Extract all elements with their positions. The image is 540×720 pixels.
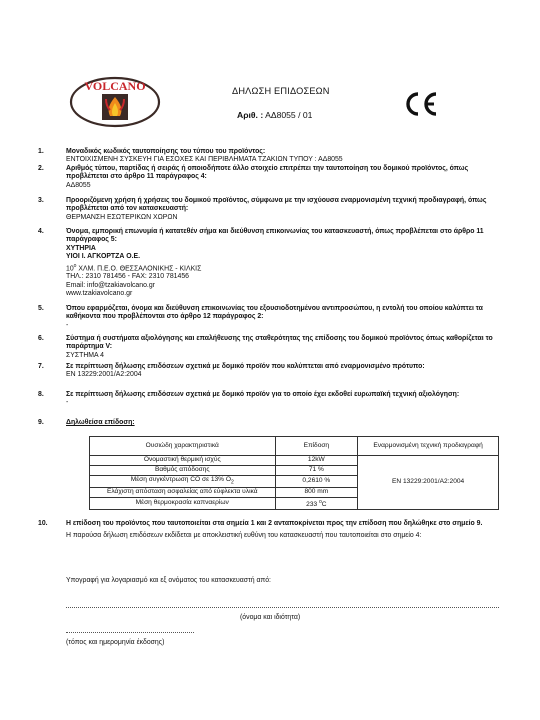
feature-subscript: 2 bbox=[231, 478, 234, 485]
item-question: Προοριζόμενη χρήση ή χρήσεις του δομικού προϊόντος, σύμφωνα με την ισχύουσα εναρμονισμένη τεχνική προδιαγραφή, όπως προβλέπεται από τον κατασκευαστή: bbox=[66, 197, 487, 213]
item-question: Δηλωθείσα επίδοση: bbox=[66, 419, 135, 426]
table-header: Εναρμονισμένη τεχνική προδιαγραφή bbox=[358, 437, 499, 456]
item-answer: ΘΕΡΜΑΝΣΗ ΕΣΩΤΕΡΙΚΩΝ ΧΩΡΩΝ bbox=[66, 213, 178, 221]
manufacturer-phone: ΤΗΛ.: 2310 781456 - FAX: 2310 781456 bbox=[66, 273, 189, 281]
feature-cell: Βαθμός απόδοσης bbox=[90, 465, 276, 475]
spec-cell: EN 13229:2001/A2:2004 bbox=[358, 456, 499, 510]
item-number: 6. bbox=[38, 335, 44, 342]
document-number bbox=[237, 110, 312, 120]
feature-cell: Μέση θερμοκρασία καπναερίων bbox=[90, 497, 276, 510]
item-6 bbox=[38, 335, 508, 360]
item-number: 4. bbox=[38, 228, 44, 235]
item-question: Η επίδοση του προϊόντος που ταυτοποιείται στα σημεία 1 και 2 ανταποκρίνεται προς την επίδοση που δηλώθηκε στο σημείο 9. bbox=[66, 520, 483, 527]
item-9 bbox=[38, 419, 508, 427]
manufacturer-city: ΧΥΤΗΡΙΑ bbox=[66, 244, 96, 252]
address-km-sup: ο bbox=[73, 262, 77, 269]
manufacturer-name: ΥΙΟΙ Ι. ΑΓΚΟΡΤΖΑ Ο.Ε. bbox=[66, 253, 141, 261]
document-title: ΔΗΛΩΣΗ ΕΠΙΔΟΣΕΩΝ bbox=[232, 86, 330, 96]
manufacturer-address bbox=[66, 262, 508, 274]
manufacturer-website: www.tzakiavolcano.gr bbox=[66, 290, 133, 298]
item-question: Όνομα, εμπορική επωνυμία ή κατατεθέν σήμα και διεύθυνση επικοινωνίας του κατασκευαστή, όπως προβλέπεται στο άρθρο 11 παράγραφος 5: bbox=[66, 228, 484, 244]
item-number: 8. bbox=[38, 391, 44, 398]
ce-mark-icon bbox=[402, 90, 440, 118]
item-number: 10. bbox=[38, 520, 48, 527]
item-5 bbox=[38, 305, 508, 330]
signature-name-caption: (όνομα και ιδιότητα) bbox=[240, 614, 301, 621]
table-row bbox=[90, 456, 499, 466]
value-cell bbox=[275, 497, 358, 510]
item-question: Σε περίπτωση δήλωσης επιδόσεων σχετικά με δομικό προϊόν που καλύπτεται από εναρμονισμένο πρότυπο: bbox=[66, 363, 425, 370]
item-4 bbox=[38, 228, 508, 299]
item-answer: - bbox=[66, 399, 69, 407]
performance-table bbox=[89, 436, 499, 510]
signature-name-line bbox=[66, 607, 499, 608]
logo-text: VOLCANO bbox=[84, 79, 146, 93]
item-8 bbox=[38, 391, 508, 408]
item-answer: ΑΔ8055 bbox=[66, 181, 91, 189]
item-question: Όπου εφαρμόζεται, όνομα και διεύθυνση επικοινωνίας του εξουσιοδοτημένου αντιπροσώπου, η εντολή του οποίου καλύπτει τα καθήκοντα που προβλέπονται στο άρθρο 12 παράγραφος 2: bbox=[66, 305, 483, 321]
value-cell: 12kW bbox=[275, 456, 358, 466]
table-header: Ουσιώδη χαρακτηριστικά bbox=[90, 437, 276, 456]
item-question: Σε περίπτωση δήλωσης επιδόσεων σχετικά με δομικό προϊόν για το οποίο έχει εκδοθεί ευρωπαϊκή τεχνική αξιολόγηση: bbox=[66, 391, 460, 398]
value-cell: 0,2610 % bbox=[275, 475, 358, 487]
item-10 bbox=[38, 520, 508, 541]
volcano-logo bbox=[66, 73, 164, 133]
signature-place-line bbox=[66, 632, 194, 633]
item-number: 7. bbox=[38, 363, 44, 370]
item-answer: - bbox=[66, 321, 69, 329]
item-number: 9. bbox=[38, 419, 44, 426]
item-question: Αριθμός τύπου, παρτίδας ή σειράς ή οποιοδήποτε άλλο στοιχείο επιτρέπει την ταυτοποίηση του δομικού προϊόντος, όπως προβλέπεται στο άρθρο 11 παράγραφος 4: bbox=[66, 165, 469, 181]
item-3 bbox=[38, 197, 508, 222]
value-cell: 800 mm bbox=[275, 487, 358, 497]
item-answer: EN 13229:2001/A2:2004 bbox=[66, 371, 142, 379]
item-number: 1. bbox=[38, 148, 44, 155]
item-question: Μοναδικός κωδικός ταυτοποίησης του τύπου του προϊόντος: bbox=[66, 148, 266, 155]
item-number: 2. bbox=[38, 165, 44, 172]
value-superscript: o bbox=[319, 498, 322, 505]
feature-cell: Ονομαστική θερμική ισχύς bbox=[90, 456, 276, 466]
address-rest: ΧΛΜ. Π.Ε.Ο. ΘΕΣΣΑΛΟΝΙΚΗΣ - ΚΙΛΚΙΣ bbox=[76, 264, 202, 272]
item-1 bbox=[38, 148, 508, 165]
table-header-row bbox=[90, 437, 499, 456]
signature-intro: Υπογραφή για λογαριασμό και εξ ονόματος του κατασκευαστή από: bbox=[66, 577, 271, 584]
item-number: 5. bbox=[38, 305, 44, 312]
feature-cell: Ελάχιστη απόσταση ασφαλείας από εύφλεκτα υλικά bbox=[90, 487, 276, 497]
item-question: Σύστημα ή συστήματα αξιολόγησης και επαλήθευσης της σταθερότητας της επίδοσης του δομικού προϊόντος όπως καθορίζεται το παράρτημα V: bbox=[66, 335, 493, 351]
document-number-value: ΑΔ8055 / 01 bbox=[265, 110, 313, 120]
value-cell: 71 % bbox=[275, 465, 358, 475]
item-answer: Η παρούσα δήλωση επιδόσεων εκδίδεται με αποκλειστική ευθύνη του κατασκευαστή που ταυτοποιείται στο σημείο 4: bbox=[66, 532, 422, 540]
manufacturer-email: Email: info@tzakiavolcano.gr bbox=[66, 281, 155, 289]
value-text: 233 bbox=[306, 500, 319, 508]
address-km: 10 bbox=[66, 264, 74, 272]
value-unit: C bbox=[321, 500, 327, 508]
document-number-label: Αριθ. : bbox=[237, 110, 264, 120]
feature-cell bbox=[90, 475, 276, 487]
signature-place-caption: (τόπος και ημερομηνία έκδοσης) bbox=[66, 639, 165, 646]
item-answer: ΣΥΣΤΗΜΑ 4 bbox=[66, 351, 105, 359]
table-header: Επίδοση bbox=[275, 437, 358, 456]
item-7 bbox=[38, 363, 508, 380]
item-number: 3. bbox=[38, 197, 44, 204]
item-2 bbox=[38, 165, 508, 190]
feature-text: Μέση συγκέντρωση CO σε 13% O bbox=[130, 475, 232, 483]
item-answer: ΕΝΤΟΙΧΙΣΜΕΝΗ ΣΥΣΚΕΥΗ ΓΙΑ ΕΣΟΧΕΣ ΚΑΙ ΠΕΡΙΒΛΗΜΑΤΑ ΤΖΑΚΙΩΝ ΤΥΠΟΥ : ΑΔ8055 bbox=[66, 156, 343, 164]
